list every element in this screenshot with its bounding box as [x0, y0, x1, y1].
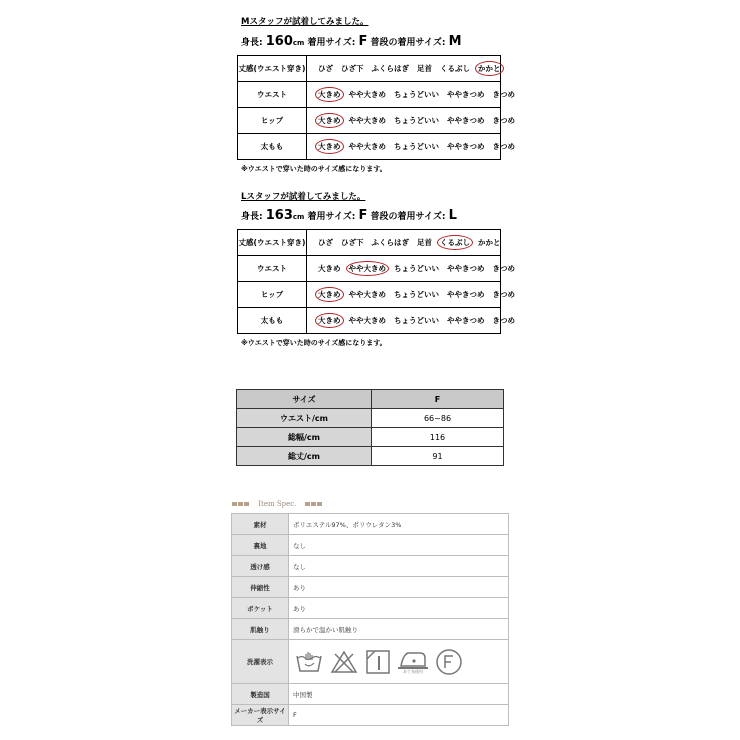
fit-option-selected: 大きめ: [315, 139, 344, 154]
item-spec-title-text: Item Spec.: [258, 500, 297, 508]
fit-option: きつめ: [492, 142, 515, 151]
fit-option: ひざ下: [341, 238, 364, 247]
fit-option: きつめ: [492, 316, 515, 325]
spec-row: [232, 640, 509, 684]
fit-option: ややきつめ: [447, 142, 485, 151]
l-worn-value: F: [358, 208, 368, 223]
spec-row: [232, 577, 509, 598]
fit-row: [238, 308, 501, 334]
m-height-unit: cm: [292, 39, 305, 47]
spec-row: [232, 598, 509, 619]
spec-value: なし: [289, 556, 509, 577]
size-row-label: 総丈/cm: [237, 447, 372, 466]
fit-row: [238, 256, 501, 282]
fit-option: ちょうどいい: [394, 316, 439, 325]
fit-option: ややきつめ: [447, 90, 485, 99]
size-table: [236, 389, 504, 466]
spec-key: 肌触り: [232, 619, 289, 640]
spec-key: 透け感: [232, 556, 289, 577]
hand-wash-icon: [295, 650, 323, 674]
l-staff-note: ※ウエストで穿いた時のサイズ感になります。: [241, 339, 387, 347]
spec-row: [232, 619, 509, 640]
fit-option: くるぶし: [440, 64, 470, 73]
fit-option: ややきつめ: [447, 264, 485, 273]
fit-row-options: [307, 56, 501, 82]
fit-option: やや大きめ: [348, 116, 386, 125]
size-header-label: サイズ: [237, 390, 372, 409]
fit-option: ややきつめ: [447, 316, 485, 325]
fit-option: やや大きめ: [348, 90, 386, 99]
fit-row-label: ウエスト: [238, 256, 307, 282]
m-worn-label: 着用サイズ:: [307, 38, 356, 48]
spec-value: 滑らかで温かい肌触り: [289, 619, 509, 640]
item-spec-title: [232, 500, 323, 508]
fit-row: [238, 282, 501, 308]
spec-key: 裏地: [232, 535, 289, 556]
m-height-value: 160: [265, 34, 293, 49]
spec-row: [232, 556, 509, 577]
l-worn-label: 着用サイズ:: [307, 212, 356, 222]
size-row-label: 総幅/cm: [237, 428, 372, 447]
spec-value: F: [289, 705, 509, 726]
fit-row: [238, 82, 501, 108]
spec-value: なし: [289, 535, 509, 556]
fit-row-label: ウエスト: [238, 82, 307, 108]
fit-option: ややきつめ: [447, 116, 485, 125]
spec-key: 伸縮性: [232, 577, 289, 598]
size-row-value: 116: [372, 428, 504, 447]
fit-row: [238, 134, 501, 160]
l-staff-stats: [241, 208, 457, 223]
spec-value: ポリエステル97%、ポリウレタン3%: [289, 514, 509, 535]
fit-option: きつめ: [492, 264, 515, 273]
fit-option: ちょうどいい: [394, 142, 439, 151]
l-fit-table: [237, 229, 515, 334]
fit-option: きつめ: [492, 116, 515, 125]
fit-option: ひざ下: [341, 64, 364, 73]
fit-option: ひざ: [318, 238, 333, 247]
fit-option: 大きめ: [318, 264, 341, 273]
l-staff-heading: Lスタッフが試着してみました。: [241, 192, 366, 202]
size-row: [237, 447, 504, 466]
m-height-label: 身長:: [241, 38, 263, 48]
fit-option: やや大きめ: [348, 316, 386, 325]
fit-row-options: [307, 230, 501, 256]
fit-row-options: [307, 108, 515, 134]
line-dry-shade-icon: [365, 649, 391, 675]
iron-cloth-icon: [398, 649, 428, 675]
fit-row-label: 丈感(ウエスト穿き): [238, 56, 307, 82]
spec-value: あり: [289, 598, 509, 619]
iron-caption: あて布使用: [403, 668, 423, 674]
size-row: [237, 428, 504, 447]
fit-row-label: ヒップ: [238, 282, 307, 308]
m-staff-stats: [241, 34, 462, 49]
item-spec-table: [231, 513, 509, 726]
size-header-row: [237, 390, 504, 409]
spec-key: ポケット: [232, 598, 289, 619]
fit-option: ちょうどいい: [394, 90, 439, 99]
size-row-label: ウエスト/cm: [237, 409, 372, 428]
spec-row: [232, 684, 509, 705]
fit-option: きつめ: [492, 90, 515, 99]
fit-row: [238, 108, 501, 134]
spec-key: 素材: [232, 514, 289, 535]
spec-row: [232, 705, 509, 726]
fit-row-label: 太もも: [238, 308, 307, 334]
size-row-value: 91: [372, 447, 504, 466]
dry-clean-f-icon: [435, 648, 463, 676]
fit-option-selected: やや大きめ: [346, 261, 390, 276]
fit-option-selected: 大きめ: [315, 313, 344, 328]
l-height-label: 身長:: [241, 212, 263, 222]
fit-row-label: 太もも: [238, 134, 307, 160]
spec-key: 洗濯表示: [232, 640, 289, 684]
fit-row-options: [307, 282, 515, 308]
spec-value: あり: [289, 577, 509, 598]
spec-value: 中国製: [289, 684, 509, 705]
fit-option: ちょうどいい: [394, 264, 439, 273]
size-header-value: F: [372, 390, 504, 409]
fit-option: やや大きめ: [348, 290, 386, 299]
l-height-value: 163: [265, 208, 293, 223]
size-row-value: 66~86: [372, 409, 504, 428]
fit-option-selected: 大きめ: [315, 87, 344, 102]
l-height-unit: cm: [292, 213, 305, 221]
spec-value: [289, 640, 509, 684]
do-not-bleach-icon: [330, 650, 358, 674]
fit-row-options: [307, 308, 515, 334]
fit-option: ひざ: [318, 64, 333, 73]
m-staff-heading: Mスタッフが試着してみました。: [241, 17, 369, 27]
m-worn-value: F: [358, 34, 368, 49]
fit-option: ふくらはぎ: [371, 238, 409, 247]
fit-option: ややきつめ: [447, 290, 485, 299]
fit-option-selected: かかと: [475, 61, 504, 76]
fit-option: ちょうどいい: [394, 290, 439, 299]
m-staff-note: ※ウエストで穿いた時のサイズ感になります。: [241, 165, 387, 173]
spec-key: 製造国: [232, 684, 289, 705]
l-usual-value: L: [448, 208, 457, 223]
fit-row-options: [307, 256, 515, 282]
fit-option-selected: 大きめ: [315, 287, 344, 302]
fit-option: やや大きめ: [348, 142, 386, 151]
fit-option-selected: くるぶし: [437, 235, 473, 250]
spec-row: [232, 535, 509, 556]
spec-row: [232, 514, 509, 535]
fit-row-options: [307, 82, 515, 108]
fit-row-label: 丈感(ウエスト穿き): [238, 230, 307, 256]
m-fit-table: [237, 55, 515, 160]
fit-row: [238, 230, 501, 256]
m-usual-label: 普段の着用サイズ:: [370, 38, 446, 48]
fit-option: ちょうどいい: [394, 116, 439, 125]
fit-option-selected: 大きめ: [315, 113, 344, 128]
wash-symbols: [293, 648, 508, 676]
spec-key: メーカー表示サイズ: [232, 705, 289, 726]
fit-option: きつめ: [492, 290, 515, 299]
size-row: [237, 409, 504, 428]
fit-option: 足首: [417, 64, 432, 73]
l-usual-label: 普段の着用サイズ:: [370, 212, 446, 222]
fit-row-options: [307, 134, 515, 160]
fit-option: ふくらはぎ: [371, 64, 409, 73]
m-usual-value: M: [448, 34, 462, 49]
fit-row: [238, 56, 501, 82]
fit-row-label: ヒップ: [238, 108, 307, 134]
fit-option: 足首: [417, 238, 432, 247]
fit-option: かかと: [478, 238, 501, 247]
